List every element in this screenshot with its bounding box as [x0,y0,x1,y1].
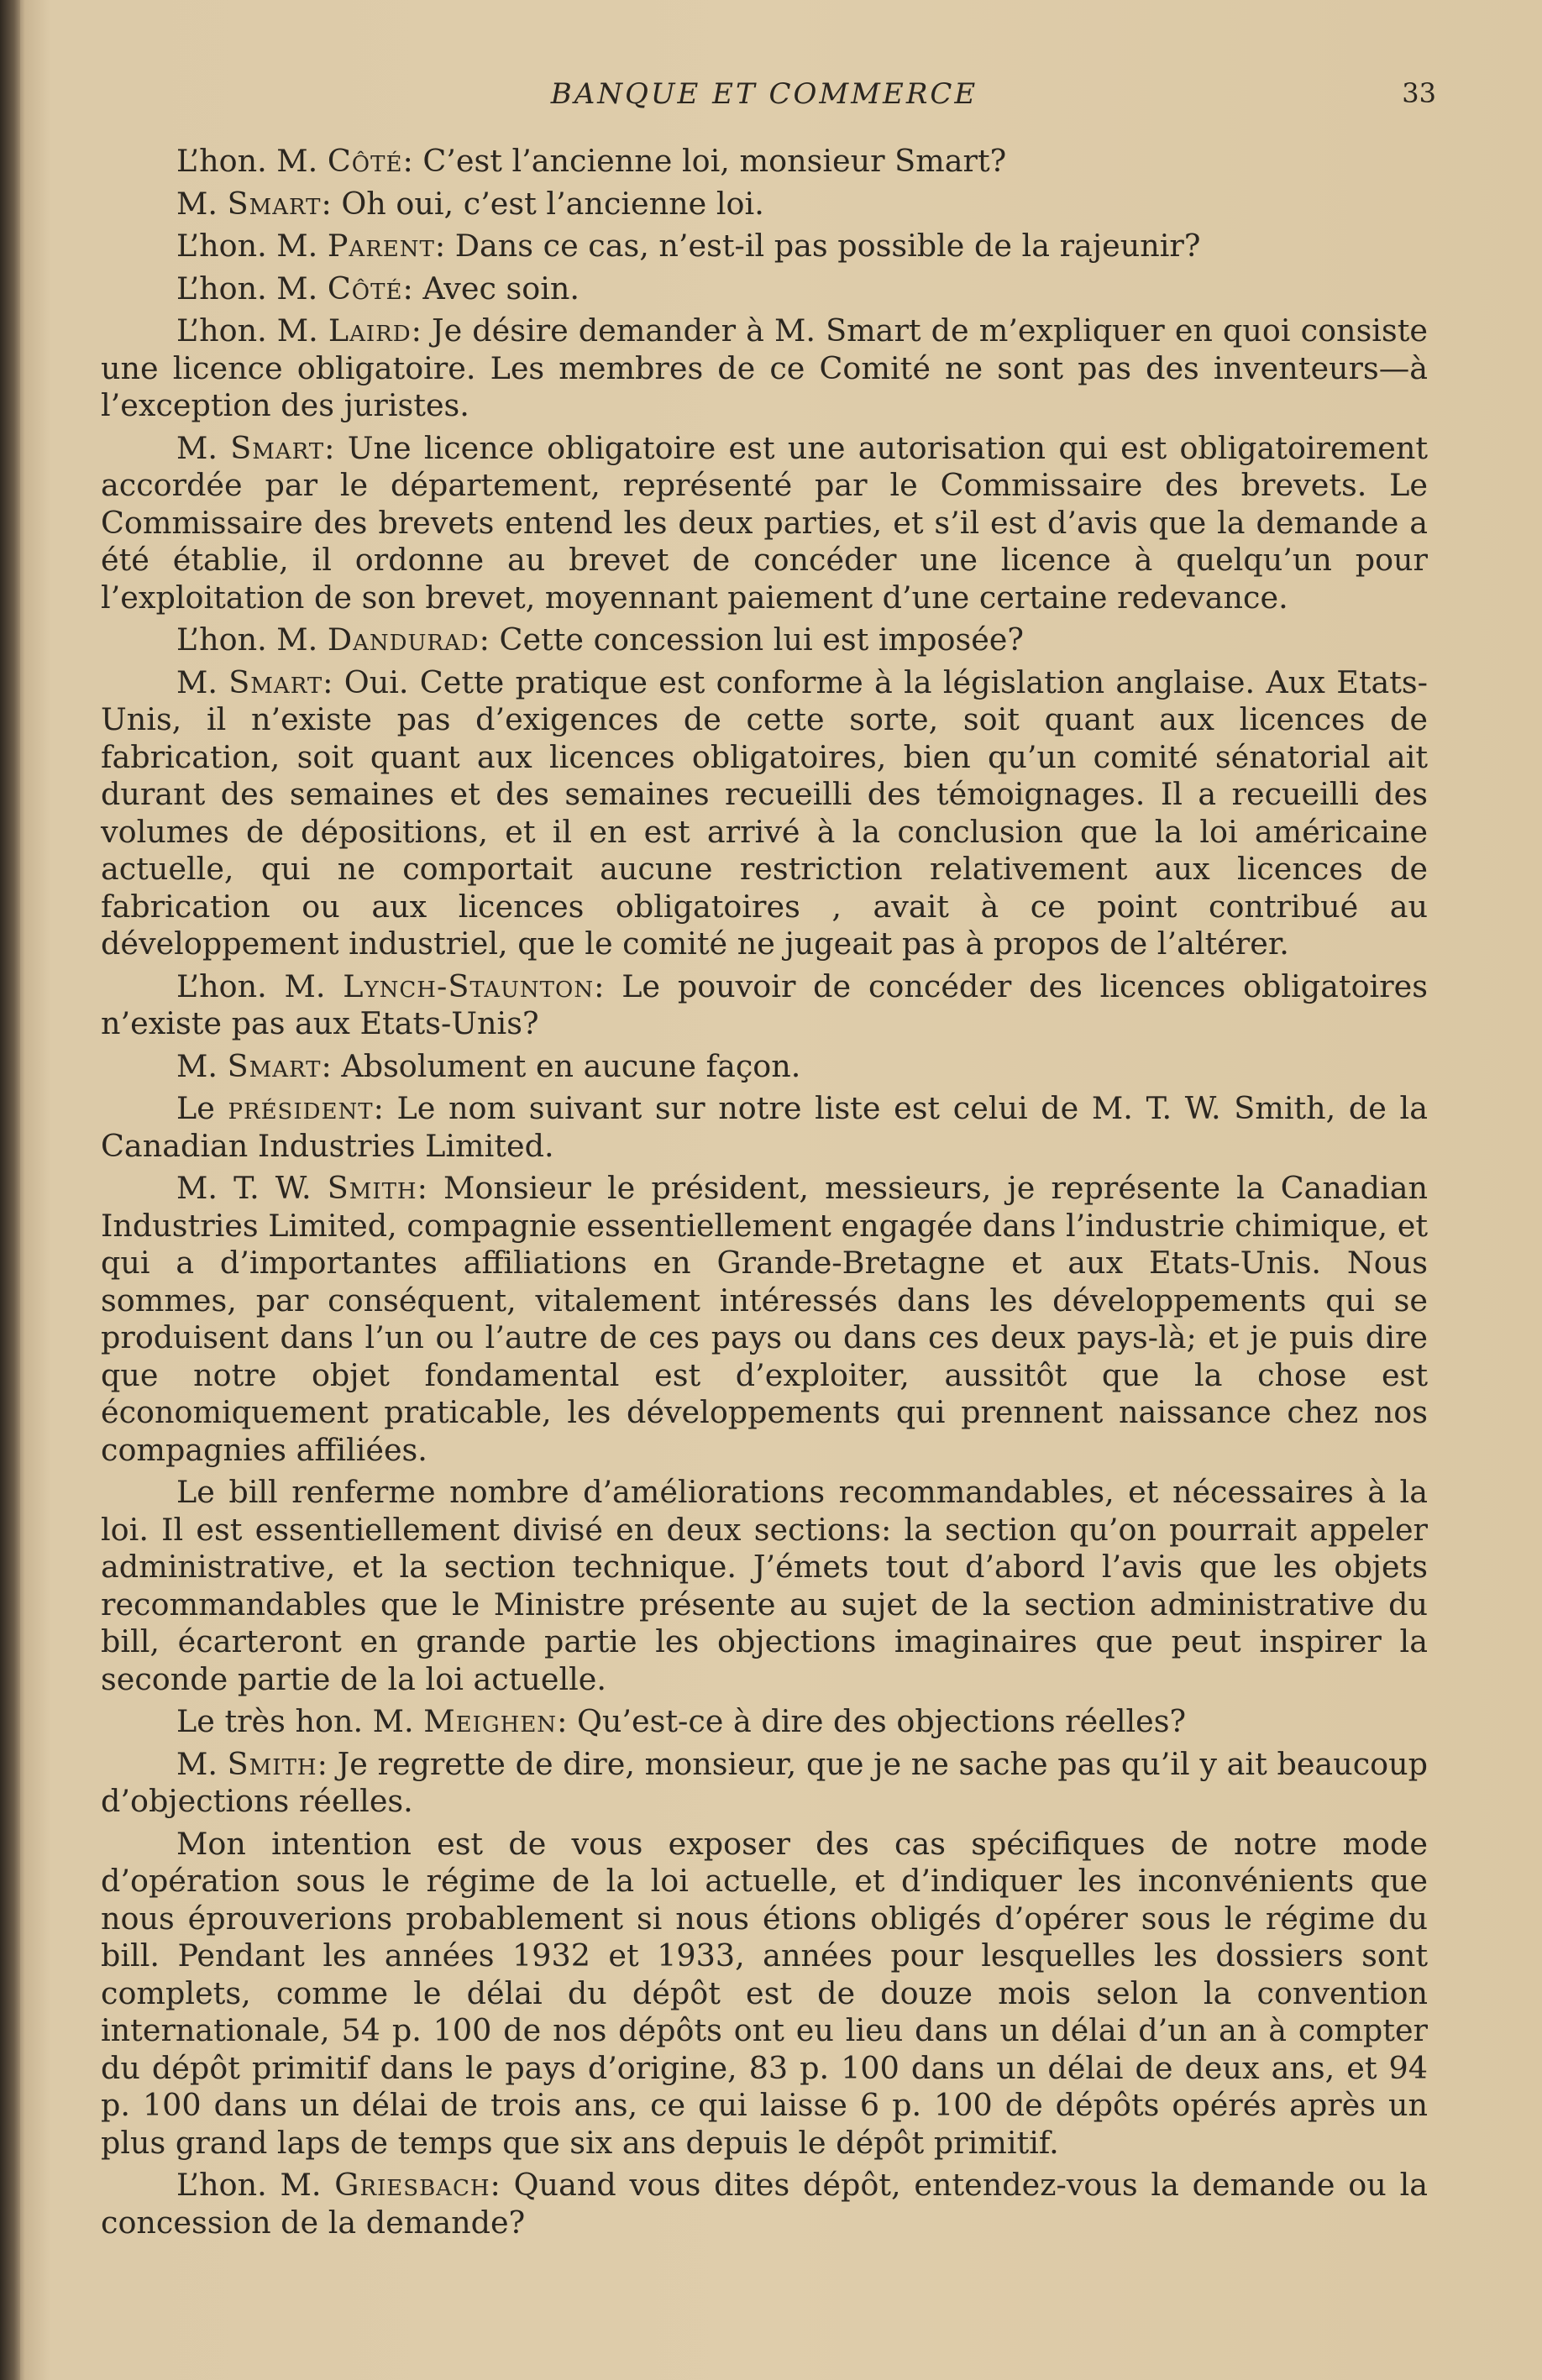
paragraph: L’hon. M. Laird: Je désire demander à M. Smart de m’expliquer en quoi consiste une licence obligatoire. Les membres de ce Comité ne sont pas des inventeurs—à l’exception des juristes. [101,312,1428,423]
paragraph: L’hon. M. Griesbach: Quand vous dites dépôt, entendez-vous la demande ou la concession de la demande? [101,2167,1428,2241]
paragraph: M. T. W. Smith: Monsieur le président, messieurs, je représente la Canadian Industries Limited, compagnie essentiellement engagée dans l’industrie chimique, et qui a d’importantes affiliations en Grande-Bretagne et aux Etats-Unis. Nous sommes, par conséquent, vitalement intéressés dans les développements qui se produisent dans l’un ou l’autre de ces pays ou dans ces deux pays-là; et je puis dire que notre objet fondamental est d’exploiter, aussitôt que la chose est économiquement praticable, les développements qui prennent naissance chez nos compagnies affiliées. [101,1170,1428,1468]
paragraph: M. Smart: Oh oui, c’est l’ancienne loi. [176,185,764,222]
paragraph: M. Smart: Oui. Cette pratique est conforme à la législation anglaise. Aux Etats-Unis, il n’existe pas d’exigences de cette sorte, soit quant aux licences de fabrication, soit quant aux licences obligatoires, bien qu’un comité sénatorial ait durant des semaines et des semaines recueilli des témoignages. Il a recueilli des volumes de dépositions, et il en est arrivé à la conclusion que la loi américaine actuelle, qui ne comportait aucune restriction relativement aux licences de fabrication ou aux licences obligatoires , avait à ce point contribué au développement industriel, que le comité ne jugeait pas à propos de l’altérer. [101,663,1429,962]
paragraph: M. Smart: Absolument en aucune façon. [176,1047,801,1084]
speaker-name: Meighen [423,1703,558,1739]
speaker-name: Côté [327,270,403,307]
running-title: BANQUE ET COMMERCE [550,77,978,111]
speaker-name: Smart [230,429,325,466]
book-spine-shadow [0,0,20,2380]
paragraph: Mon intention est de vous exposer des cas spécifiques de notre mode d’opération sous le régime de la loi actuelle, et d’indiquer les inconvénients que nous éprouverions probablement si nous étions obligés d’opérer sous le régime du bill. Pendant les années 1932 et 1933, années pour lesquelles les dossiers sont complets, comme le délai du dépôt est de douze mois selon la convention internationale, 54 p. 100 de nos dépôts ont eu lieu dans un délai d’un an à compter du dépôt primitif dans le pays d’origine, 83 p. 100 dans un délai de deux ans, et 94 p. 100 dans un délai de trois ans, ce qui laisse 6 p. 100 de dépôts opérés après un plus grand laps de temps que six ans depuis le dépôt primitif. [101,1825,1428,2161]
paragraph: L’hon. M. Côté: C’est l’ancienne loi, monsieur Smart? [176,143,1007,179]
paragraph: L’hon. M. Côté: Avec soin. [176,270,580,307]
speaker-name: Parent [327,228,435,264]
speaker-name: Lynch-Staunton [343,967,595,1004]
speaker-name: Smith [227,1745,317,1782]
paragraph: L’hon. M. Lynch-Staunton: Le pouvoir de concéder des licences obligatoires n’existe pas aux Etats-Unis? [101,967,1428,1041]
speaker-name: président [228,1090,374,1126]
speaker-name: Smart [227,1047,322,1084]
paragraph: Le président: Le nom suivant sur notre liste est celui de M. T. W. Smith, de la Canadian Industries Limited. [101,1090,1428,1164]
page-header [101,77,1436,119]
speaker-name: Côté [327,143,403,179]
speaker-name: Smart [228,663,323,700]
speaker-name: Smart [227,185,322,222]
speaker-name: Griesbach [334,2167,490,2203]
page-number: 33 [1402,77,1436,109]
paragraph: Le très hon. M. Meighen: Qu’est-ce à dire des objections réelles? [176,1703,1187,1739]
speaker-name: Dandurad [327,621,480,658]
speaker-name: Smith [327,1170,417,1206]
paragraph: L’hon. M. Dandurad: Cette concession lui est imposée? [176,621,1024,658]
paragraph: M. Smith: Je regrette de dire, monsieur, que je ne sache pas qu’il y ait beaucoup d’objections réelles. [101,1745,1428,1819]
paragraph: L’hon. M. Parent: Dans ce cas, n’est-il pas possible de la rajeunir? [176,228,1201,264]
paragraph: M. Smart: Une licence obligatoire est une autorisation qui est obligatoirement accordée par le département, représenté par le Commissaire des brevets. Le Commissaire des brevets entend les deux parties, et s’il est d’avis que la demande a été établie, il ordonne au brevet de concéder une licence à quelqu’un pour l’exploitation de son brevet, moyennant paiement d’une certaine redevance. [101,429,1429,616]
page-body [101,143,1428,2246]
paragraph: Le bill renferme nombre d’améliorations recommandables, et nécessaires à la loi. Il est essentiellement divisé en deux sections: la section qu’on pourrait appeler administrative, et la section technique. J’émets tout d’abord l’avis que les objets recommandables que le Ministre présente au sujet de la section administrative du bill, écarteront en grande partie les objections imaginaires que peut inspirer la seconde partie de la loi actuelle. [101,1474,1428,1697]
speaker-name: Laird [328,312,412,349]
